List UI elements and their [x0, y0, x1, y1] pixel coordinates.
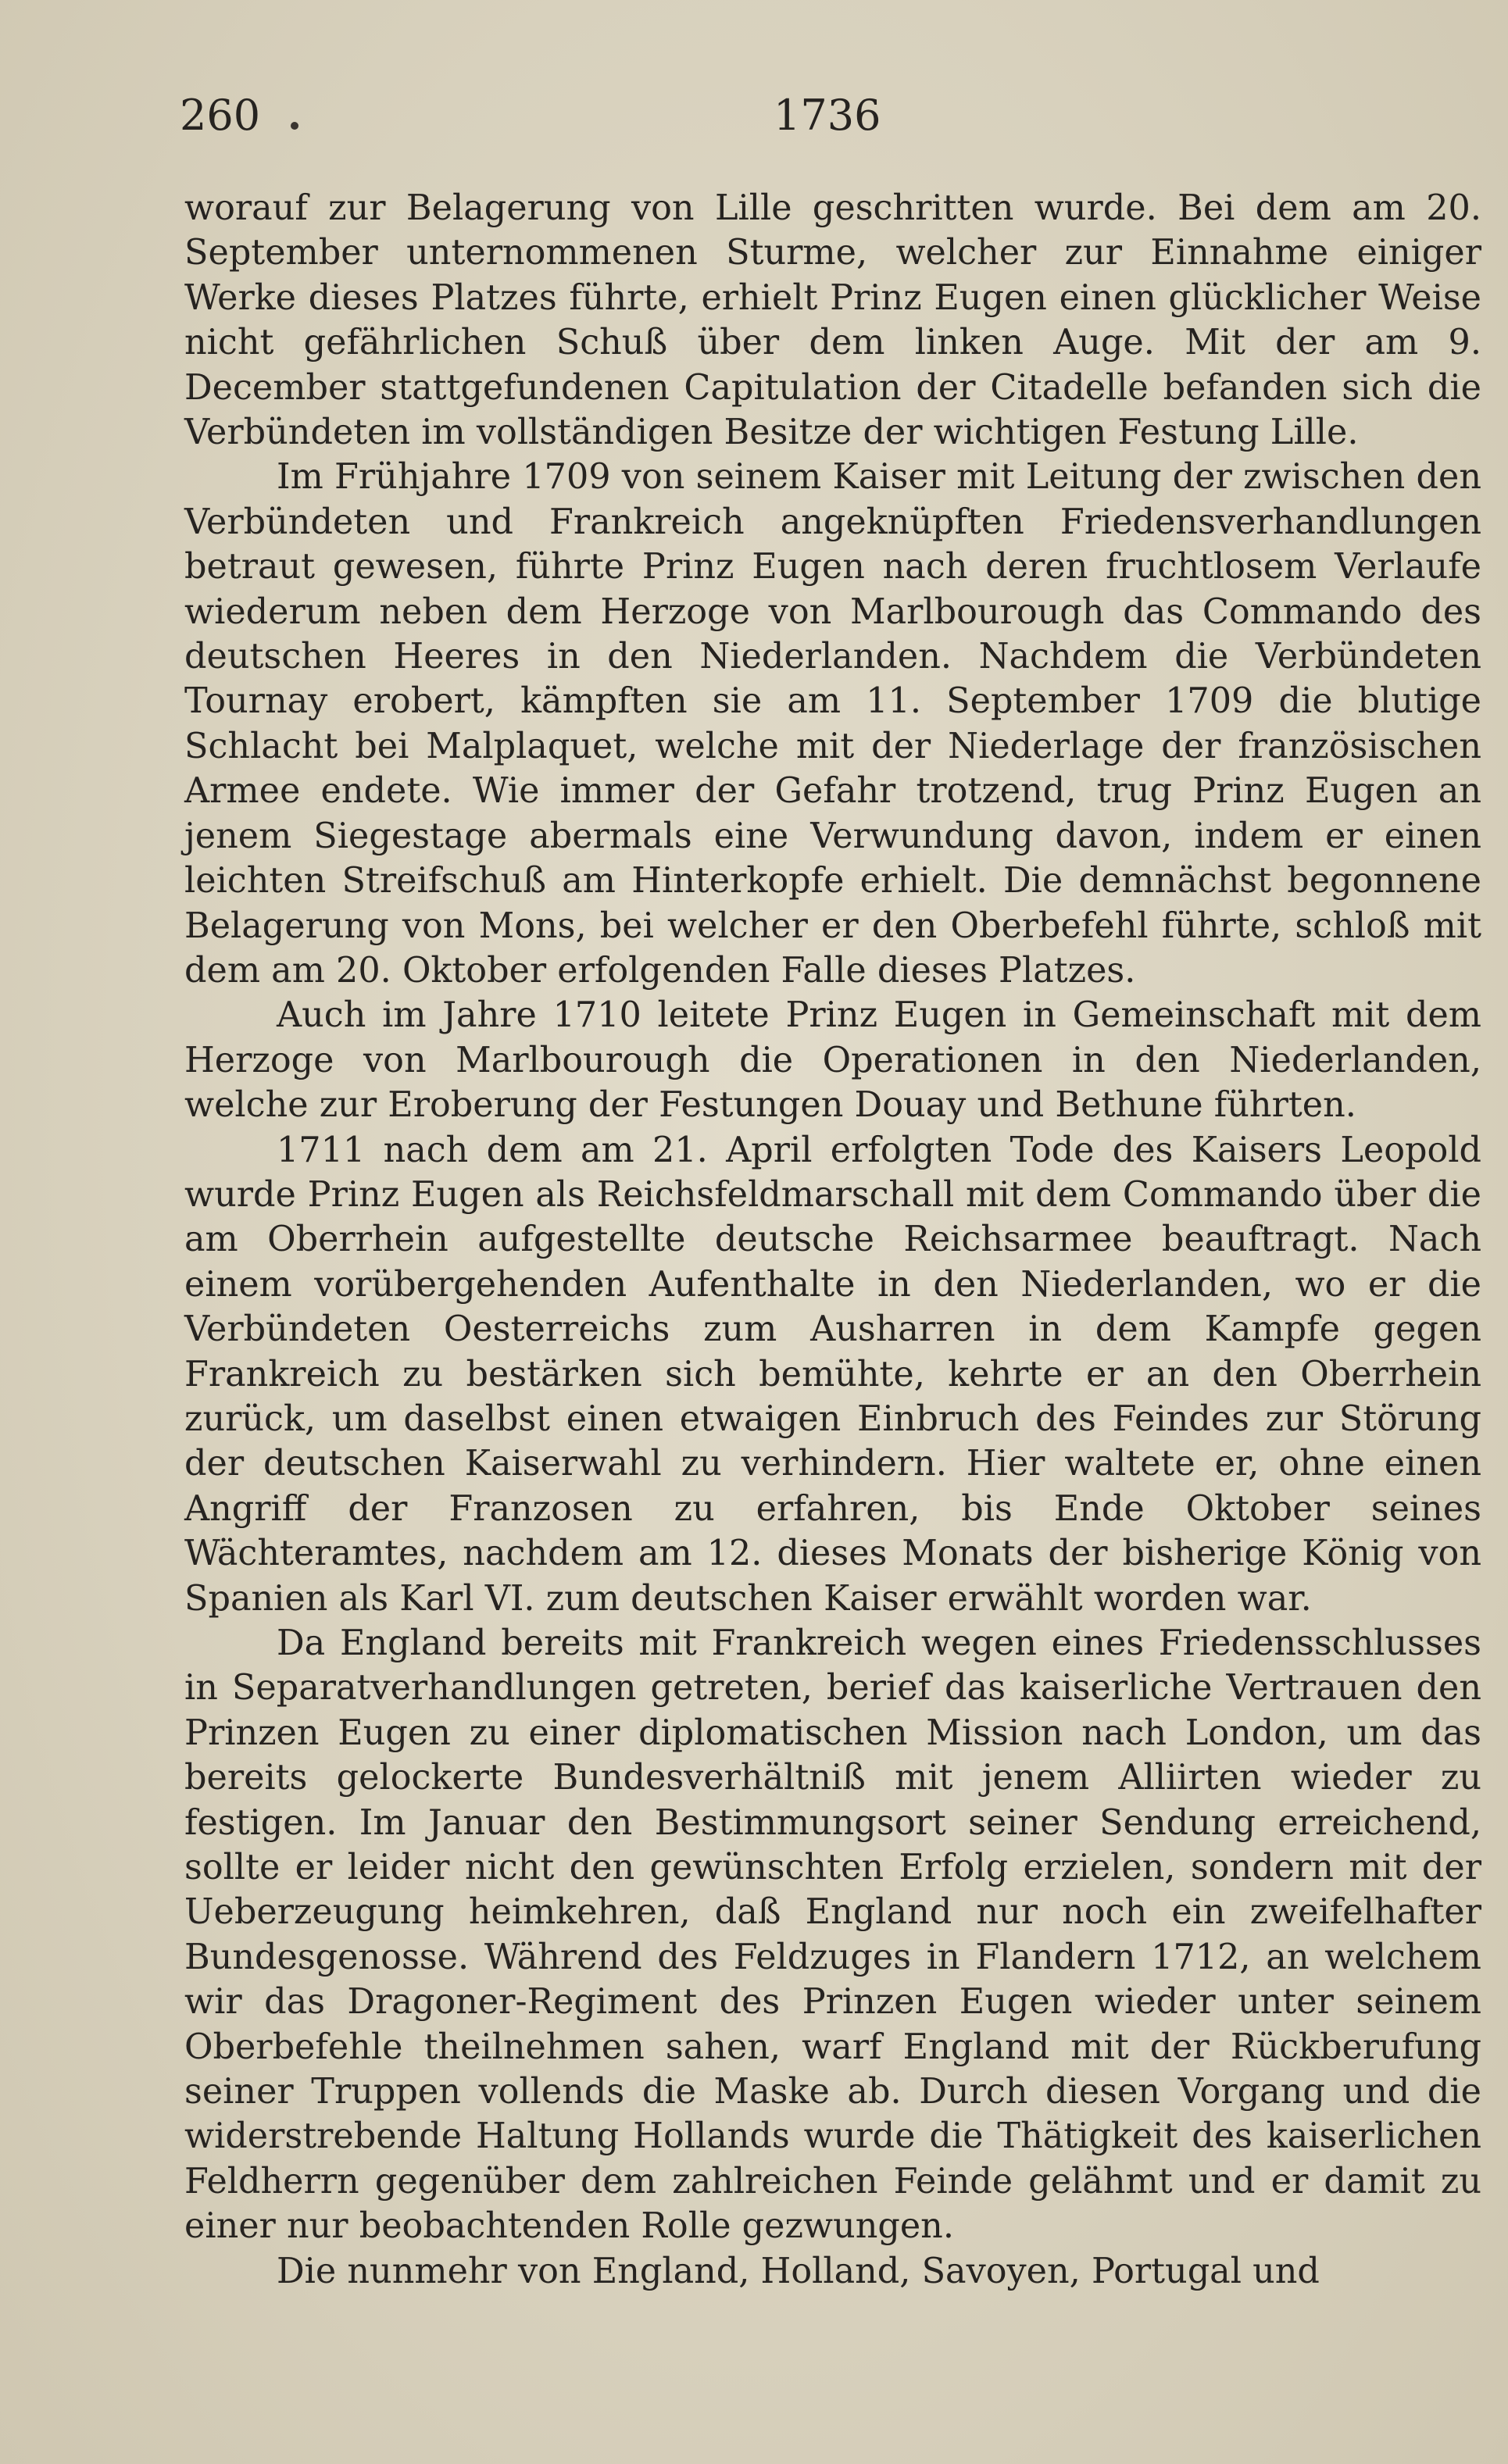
header-dot-mark — [291, 122, 298, 130]
page-header — [180, 84, 1477, 147]
running-head-year: 1736 — [774, 91, 881, 140]
paragraph-continuation: Die nunmehr von England, Holland, Savoyen, Portugal und — [277, 2251, 1320, 2291]
paragraph-lille-siege: worauf zur Belagerung von Lille geschritten wurde. Bei dem am 20. September unternommenen Sturme, welcher zur Einnahme einiger Werke dieses Platzes führte, erhielt Prinz Eugen einen glücklicher Weise nicht gefährlichen Schuß über dem linken Auge. Mit der am 9. December stattgefundenen Capitulation der Citadelle befanden sich die Verbündeten im vollständigen Besitze der wichtigen Festung Lille. — [184, 188, 1481, 453]
paragraph-1710-operations: Auch im Jahre 1710 leitete Prinz Eugen in Gemeinschaft mit dem Herzoge von Marlbourough die Operationen in den Niederlanden, welche zur Eroberung der Festungen Douay und Bethune führten. — [184, 995, 1481, 1126]
paragraph-1711-reichsfeldmarschall: 1711 nach dem am 21. April erfolgten Tode des Kaisers Leopold wurde Prinz Eugen als Reichsfeldmarschall mit dem Commando über die am Oberrhein aufgestellte deutsche Reichsarmee beauftragt. Nach einem vorübergehenden Aufenthalte in den Niederlanden, wo er die Verbündeten Oesterreichs zum Ausharren in dem Kampfe gegen Frankreich zu bestärken sich bemühte, kehrte er an den Oberrhein zurück, um daselbst einen etwaigen Einbruch des Feindes zur Störung der deutschen Kaiserwahl zu verhindern. Hier waltete er, ohne einen Angriff der Franzosen zu erfahren, bis Ende Oktober seines Wächteramtes, nachdem am 12. dieses Monats der bisherige König von Spanien als Karl VI. zum deutschen Kaiser erwählt worden war. — [184, 1130, 1481, 1619]
body-text — [184, 186, 1481, 2294]
paragraph-1709-malplaquet: Im Frühjahre 1709 von seinem Kaiser mit Leitung der zwischen den Verbündeten und Frankreich angeknüpften Friedensverhandlungen betraut gewesen, führte Prinz Eugen nach deren fruchtlosem Verlaufe wiederum neben dem Herzoge von Marlbourough das Commando des deutschen Heeres in den Niederlanden. Nachdem die Verbündeten Tournay erobert, kämpften sie am 11. September 1709 die blutige Schlacht bei Malplaquet, welche mit der Niederlage der französischen Armee endete. Wie immer der Gefahr trotzend, trug Prinz Eugen an jenem Siegestage abermals eine Verwundung davon, indem er einen leichten Streifschuß am Hinterkopfe erhielt. Die demnächst begonnene Belagerung von Mons, bei welcher er den Oberbefehl führte, schloß mit dem am 20. Oktober erfolgenden Falle dieses Platzes. — [184, 457, 1481, 991]
page-number: 260 — [180, 91, 261, 140]
paragraph-england-mission: Da England bereits mit Frankreich wegen eines Friedensschlusses in Separatverhandlungen getreten, berief das kaiserliche Vertrauen den Prinzen Eugen zu einer diplomatischen Mission nach London, um das bereits gelockerte Bundesverhältniß mit jenem Alliirten wieder zu festigen. Im Januar den Bestimmungsort seiner Sendung erreichend, sollte er leider nicht den gewünschten Erfolg erzielen, sondern mit der Ueberzeugung heimkehren, daß England nur noch ein zweifelhafter Bundesgenosse. Während des Feldzuges in Flandern 1712, an welchem wir das Dragoner-Regiment des Prinzen Eugen wieder unter seinem Oberbefehle theilnehmen sahen, warf England mit der Rückberufung seiner Truppen vollends die Maske ab. Durch diesen Vorgang und die widerstrebende Haltung Hollands wurde die Thätigkeit des kaiserlichen Feldherrn gegenüber dem zahlreichen Feinde gelähmt und er damit zu einer nur beobachtenden Rolle gezwungen. — [184, 1623, 1481, 2247]
